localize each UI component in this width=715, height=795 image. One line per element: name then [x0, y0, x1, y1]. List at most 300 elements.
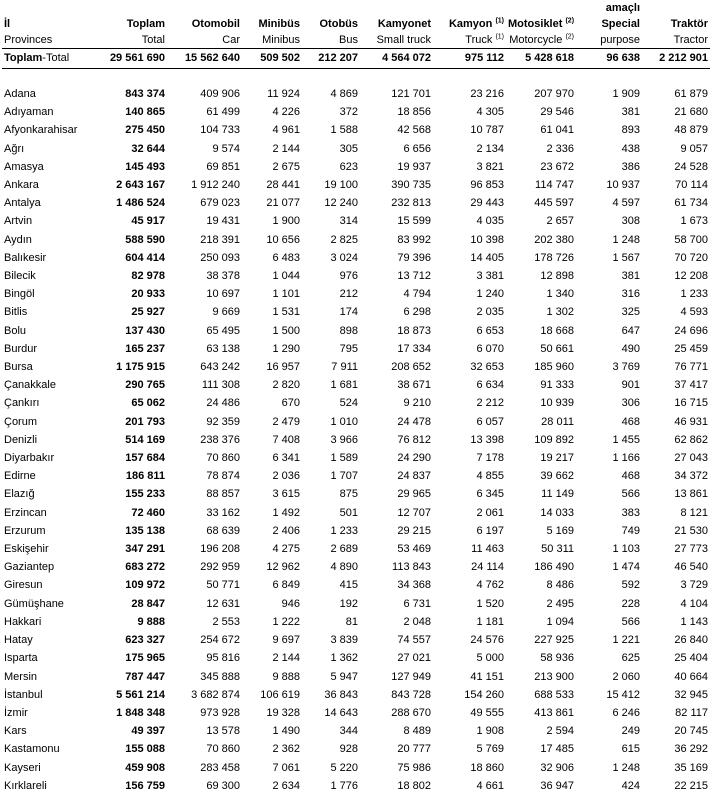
column-header-tr-text: Toplam — [126, 18, 165, 30]
province-value: 21 077 — [266, 197, 300, 210]
province-value: 3 615 — [272, 488, 300, 501]
province-name: Kars — [4, 725, 27, 738]
province-row — [2, 158, 710, 176]
province-value: 96 853 — [470, 179, 504, 192]
province-row — [2, 103, 710, 121]
province-value: 325 — [621, 306, 640, 319]
province-name: Kastamonu — [4, 743, 60, 756]
total-value: 509 502 — [242, 49, 302, 69]
province-value: 7 178 — [476, 452, 504, 465]
total-value: 975 112 — [433, 49, 506, 69]
column-header-en-text: Truck — [465, 34, 493, 46]
province-value: 345 888 — [200, 670, 240, 683]
footnote-marker: (1) — [495, 33, 504, 41]
province-value: 9 057 — [680, 142, 708, 155]
province-value: 34 372 — [674, 470, 708, 483]
province-value: 14 033 — [540, 506, 574, 519]
province-name: Erzincan — [4, 506, 47, 519]
province-total: 82 978 — [131, 270, 165, 283]
province-total: 290 765 — [125, 379, 165, 392]
province-value: 592 — [621, 579, 640, 592]
province-name: Çankırı — [4, 397, 40, 410]
province-value: 70 114 — [675, 179, 708, 192]
province-value: 1 103 — [612, 543, 640, 556]
province-row — [2, 85, 710, 103]
province-value: 14 643 — [324, 706, 358, 719]
province-value: 2 144 — [272, 142, 300, 155]
province-value: 2 036 — [272, 470, 300, 483]
province-value: 11 924 — [267, 88, 300, 100]
province-total: 45 917 — [131, 215, 165, 228]
province-value: 4 597 — [612, 197, 640, 210]
province-value: 2 657 — [546, 215, 574, 228]
province-row — [2, 704, 710, 722]
province-value: 372 — [339, 106, 358, 119]
footnote-marker: (2) — [565, 17, 575, 25]
province-value: 647 — [621, 324, 640, 337]
province-value: 1 362 — [330, 652, 358, 665]
province-value: 218 391 — [200, 233, 240, 246]
province-value: 95 816 — [206, 652, 240, 665]
province-value: 2 336 — [546, 142, 574, 155]
total-value: 5 428 618 — [506, 49, 576, 69]
province-value: 7 408 — [272, 433, 300, 446]
province-value: 314 — [339, 215, 358, 228]
column-header-tr-text: Motosiklet — [508, 18, 563, 30]
total-value: 29 561 690 — [99, 49, 167, 69]
province-value: 1 094 — [546, 615, 574, 628]
province-value: 19 217 — [540, 452, 574, 465]
province-value: 4 661 — [476, 779, 504, 792]
province-value: 111 308 — [201, 379, 240, 392]
province-total: 155 233 — [125, 488, 165, 501]
province-value: 288 670 — [391, 706, 431, 719]
vehicle-table — [2, 0, 710, 795]
column-header-en-text: Minibus — [262, 34, 300, 46]
province-name: Burdur — [4, 342, 38, 355]
province-total: 65 062 — [131, 397, 165, 410]
province-value: 1 010 — [330, 415, 358, 428]
province-row — [2, 176, 710, 194]
province-name: Aydın — [4, 233, 32, 246]
province-value: 2 144 — [272, 652, 300, 665]
province-total: 155 088 — [125, 743, 165, 756]
province-value: 18 860 — [470, 761, 504, 774]
province-value: 2 495 — [546, 597, 574, 610]
province-name: Hakkari — [4, 615, 42, 628]
province-value: 4 104 — [680, 597, 708, 610]
province-value: 81 — [345, 615, 358, 628]
province-value: 468 — [621, 415, 640, 428]
province-value: 36 292 — [674, 743, 708, 756]
column-header-en — [642, 32, 710, 49]
province-value: 1 681 — [330, 379, 358, 392]
province-value: 9 888 — [272, 670, 300, 683]
province-total: 347 291 — [125, 543, 165, 556]
province-value: 795 — [339, 342, 358, 355]
province-value: 1 221 — [612, 634, 640, 647]
province-value: 2 553 — [212, 615, 240, 628]
province-value: 390 735 — [391, 179, 431, 192]
province-value: 4 035 — [476, 215, 504, 228]
province-name: Denizli — [4, 433, 38, 446]
province-value: 6 849 — [272, 579, 300, 592]
province-value: 15 599 — [397, 215, 431, 228]
province-value: 213 900 — [534, 670, 574, 683]
province-value: 976 — [339, 270, 358, 283]
province-value: 6 197 — [476, 524, 504, 537]
province-row — [2, 194, 710, 212]
province-value: 113 843 — [392, 561, 431, 574]
province-value: 1 455 — [612, 433, 640, 446]
column-header-en-text: Car — [222, 34, 240, 46]
province-value: 1 500 — [272, 324, 300, 337]
province-value: 79 396 — [397, 251, 431, 264]
province-value: 4 855 — [476, 470, 504, 483]
province-value: 109 892 — [534, 433, 574, 446]
province-value: 16 715 — [674, 397, 708, 410]
province-value: 232 813 — [391, 197, 431, 210]
column-header-en-text: Tractor — [673, 34, 708, 46]
province-value: 524 — [339, 397, 358, 410]
province-row — [2, 322, 710, 340]
province-name: Mersin — [4, 670, 38, 683]
province-value: 24 696 — [674, 324, 708, 337]
province-value: 14 405 — [470, 251, 504, 264]
province-name: Adana — [4, 88, 36, 100]
province-value: 19 328 — [266, 706, 300, 719]
province-total: 604 414 — [125, 251, 165, 264]
province-row — [2, 576, 710, 594]
province-value: 566 — [621, 488, 640, 501]
province-name: Kayseri — [4, 761, 41, 774]
province-total: 588 590 — [125, 233, 165, 246]
province-name: Edirne — [4, 470, 36, 483]
province-value: 50 661 — [540, 342, 574, 355]
province-value: 6 345 — [476, 488, 504, 501]
column-header-en-text: Total — [141, 34, 165, 46]
province-value: 15 412 — [606, 688, 640, 701]
header-row-english — [2, 32, 710, 49]
province-total: 2 643 167 — [116, 179, 165, 192]
province-value: 88 857 — [206, 488, 240, 501]
province-total: 20 933 — [131, 288, 165, 301]
province-value: 12 707 — [397, 506, 431, 519]
column-header-tr — [302, 16, 360, 32]
province-row — [2, 121, 710, 139]
province-value: 3 769 — [612, 361, 640, 374]
province-value: 27 773 — [674, 543, 708, 556]
province-value: 92 359 — [206, 415, 240, 428]
province-value: 46 931 — [674, 415, 708, 428]
province-value: 1 248 — [612, 761, 640, 774]
province-value: 20 745 — [674, 725, 708, 738]
province-value: 24 486 — [206, 397, 240, 410]
column-header-tr-text: Traktör — [670, 18, 708, 30]
province-value: 23 216 — [470, 88, 504, 100]
province-total: 165 237 — [125, 342, 165, 355]
province-row — [2, 722, 710, 740]
province-value: 2 594 — [546, 725, 574, 738]
province-value: 104 733 — [200, 124, 240, 137]
province-value: 1 707 — [330, 470, 358, 483]
province-value: 566 — [621, 615, 640, 628]
province-value: 36 947 — [540, 779, 574, 792]
province-name: Adıyaman — [4, 106, 54, 119]
province-value: 13 861 — [674, 488, 708, 501]
province-value: 4 961 — [272, 124, 300, 137]
province-value: 1 302 — [546, 306, 574, 319]
province-value: 19 431 — [206, 215, 240, 228]
province-value: 21 530 — [674, 524, 708, 537]
province-value: 20 777 — [397, 743, 431, 756]
province-total: 157 684 — [125, 452, 165, 465]
province-value: 1 588 — [330, 124, 358, 137]
province-value: 386 — [621, 160, 640, 173]
province-value: 928 — [339, 743, 358, 756]
province-row — [2, 376, 710, 394]
province-name: Ağrı — [4, 142, 25, 155]
province-value: 283 458 — [200, 761, 240, 774]
province-total: 156 759 — [125, 779, 165, 792]
province-value: 6 341 — [272, 452, 300, 465]
province-value: 3 966 — [330, 433, 358, 446]
province-value: 26 840 — [674, 634, 708, 647]
province-value: 186 490 — [534, 561, 574, 574]
province-name: Bilecik — [4, 270, 36, 283]
province-value: 1 673 — [680, 215, 708, 228]
province-value: 5 169 — [546, 524, 574, 537]
province-value: 49 555 — [470, 706, 504, 719]
province-name: Bitlis — [4, 306, 28, 319]
province-value: 3 381 — [476, 270, 504, 283]
province-value: 8 121 — [680, 506, 708, 519]
province-row — [2, 231, 710, 249]
province-value: 1 492 — [272, 506, 300, 519]
province-value: 58 700 — [674, 233, 708, 246]
province-value: 53 469 — [397, 543, 431, 556]
province-value: 409 906 — [200, 88, 240, 100]
province-value: 68 639 — [206, 524, 240, 537]
province-value: 114 747 — [535, 179, 574, 192]
province-name: Bursa — [4, 361, 33, 374]
column-header-tr — [360, 16, 433, 32]
province-row — [2, 431, 710, 449]
province-value: 29 546 — [540, 106, 574, 119]
column-header-tr — [506, 16, 576, 32]
province-total: 623 327 — [125, 634, 165, 647]
total-label-tr: Toplam — [4, 52, 43, 65]
province-total: 787 447 — [125, 670, 165, 683]
column-header-en-text: Motorcycle — [509, 34, 563, 46]
province-value: 18 873 — [397, 324, 431, 337]
province-value: 62 862 — [674, 433, 708, 446]
province-value: 1 240 — [476, 288, 504, 301]
province-value: 19 100 — [324, 179, 358, 192]
province-value: 383 — [621, 506, 640, 519]
province-total: 1 486 524 — [116, 197, 165, 210]
total-row — [2, 49, 710, 69]
total-value: 2 212 901 — [642, 49, 710, 69]
province-value: 6 653 — [476, 324, 504, 337]
province-row — [2, 303, 710, 321]
province-total: 683 272 — [125, 561, 165, 574]
column-header-en-text: purpose — [600, 34, 640, 46]
province-value: 69 851 — [206, 160, 240, 173]
province-value: 1 567 — [612, 251, 640, 264]
column-header-tr-text: İl — [4, 18, 11, 30]
province-total: 459 908 — [125, 761, 165, 774]
province-value: 415 — [339, 579, 358, 592]
province-name: Bingöl — [4, 288, 35, 301]
province-value: 32 906 — [540, 761, 574, 774]
province-row — [2, 249, 710, 267]
footnote-marker: (2) — [565, 33, 574, 41]
column-header-en — [302, 32, 360, 49]
province-value: 1 909 — [612, 88, 640, 100]
province-value: 490 — [621, 342, 640, 355]
column-header-en — [99, 32, 167, 49]
province-value: 61 041 — [540, 124, 574, 137]
province-value: 306 — [621, 397, 640, 410]
column-header-tr-text: Kamyon — [448, 18, 493, 30]
province-value: 28 011 — [541, 415, 574, 428]
province-value: 38 378 — [206, 270, 240, 283]
province-value: 9 210 — [403, 397, 431, 410]
province-row — [2, 212, 710, 230]
province-value: 27 043 — [674, 452, 708, 465]
province-row — [2, 504, 710, 522]
province-value: 5 000 — [476, 652, 504, 665]
header-row-turkish — [2, 16, 710, 32]
province-value: 228 — [621, 597, 640, 610]
province-name: Isparta — [4, 652, 38, 665]
province-value: 12 631 — [206, 597, 240, 610]
province-value: 10 398 — [470, 233, 504, 246]
province-value: 2 035 — [476, 306, 504, 319]
province-value: 1 044 — [272, 270, 300, 283]
province-value: 1 222 — [272, 615, 300, 628]
province-value: 424 — [621, 779, 640, 792]
province-value: 6 070 — [476, 342, 504, 355]
province-value: 10 939 — [540, 397, 574, 410]
province-value: 305 — [339, 142, 358, 155]
province-name: Giresun — [4, 579, 43, 592]
column-header-tr-text: Special — [601, 18, 640, 30]
province-value: 106 619 — [260, 688, 300, 701]
province-value: 250 093 — [200, 251, 240, 264]
province-value: 27 021 — [397, 652, 431, 665]
province-value: 4 869 — [330, 88, 358, 100]
province-row — [2, 686, 710, 704]
province-value: 76 812 — [397, 433, 431, 446]
province-value: 29 215 — [397, 524, 431, 537]
province-value: 78 874 — [206, 470, 240, 483]
column-header-tr-text: Kamyonet — [377, 18, 431, 30]
province-value: 10 656 — [266, 233, 300, 246]
province-value: 4 275 — [272, 543, 300, 556]
province-value: 34 368 — [397, 579, 431, 592]
province-value: 12 962 — [266, 561, 300, 574]
province-total: 28 847 — [131, 597, 165, 610]
province-name: Gümüşhane — [4, 597, 64, 610]
column-header-tr-text: Otomobil — [191, 18, 240, 30]
province-value: 1 474 — [612, 561, 640, 574]
province-row — [2, 540, 710, 558]
province-value: 1 490 — [272, 725, 300, 738]
province-value: 76 771 — [674, 361, 708, 374]
province-value: 24 528 — [674, 160, 708, 173]
province-value: 623 — [339, 160, 358, 173]
province-row — [2, 340, 710, 358]
province-value: 2 060 — [612, 670, 640, 683]
province-value: 212 — [339, 288, 358, 301]
province-value: 23 672 — [540, 160, 574, 173]
province-value: 6 057 — [476, 415, 504, 428]
province-value: 61 879 — [674, 88, 708, 100]
province-value: 192 — [339, 597, 358, 610]
province-value: 69 300 — [206, 779, 240, 792]
province-value: 174 — [339, 306, 358, 319]
column-header-tr-text: Minibüs — [258, 18, 300, 30]
province-value: 843 728 — [391, 688, 431, 701]
province-name: Eskişehir — [4, 543, 49, 556]
province-row — [2, 631, 710, 649]
province-total: 135 138 — [125, 524, 165, 537]
province-name: Artvin — [4, 215, 33, 228]
province-value: 25 404 — [674, 652, 708, 665]
province-value: 18 856 — [397, 106, 431, 119]
province-name: Antalya — [4, 197, 41, 210]
province-total: 49 397 — [131, 725, 165, 738]
province-value: 3 729 — [680, 579, 708, 592]
province-total: 137 430 — [125, 324, 165, 337]
province-value: 901 — [621, 379, 640, 392]
province-value: 9 669 — [212, 306, 240, 319]
province-name: Erzurum — [4, 524, 46, 537]
province-name: Çorum — [4, 415, 38, 428]
province-value: 2 689 — [330, 543, 358, 556]
province-value: 37 417 — [674, 379, 708, 392]
column-header-tr — [433, 16, 506, 32]
province-value: 625 — [621, 652, 640, 665]
province-value: 24 478 — [397, 415, 431, 428]
province-value: 1 908 — [476, 725, 504, 738]
province-value: 29 965 — [397, 488, 431, 501]
province-value: 381 — [621, 106, 640, 119]
province-value: 4 305 — [476, 106, 504, 119]
province-value: 501 — [339, 506, 358, 519]
province-value: 1 589 — [330, 452, 358, 465]
province-value: 4 226 — [272, 106, 300, 119]
province-name: Ankara — [4, 179, 39, 192]
province-total: 140 865 — [125, 106, 165, 119]
total-value: 96 638 — [576, 49, 642, 69]
province-value: 1 233 — [330, 524, 358, 537]
province-value: 36 843 — [324, 688, 358, 701]
province-value: 41 151 — [470, 670, 504, 683]
province-value: 2 212 — [476, 397, 504, 410]
province-value: 2 048 — [403, 615, 431, 628]
province-value: 292 959 — [200, 561, 240, 574]
province-name: Bolu — [4, 324, 27, 337]
province-value: 679 023 — [200, 197, 240, 210]
province-value: 154 260 — [464, 688, 504, 701]
province-row — [2, 595, 710, 613]
province-value: 202 380 — [534, 233, 574, 246]
province-value: 61 734 — [674, 197, 708, 210]
province-total: 145 493 — [125, 160, 165, 173]
